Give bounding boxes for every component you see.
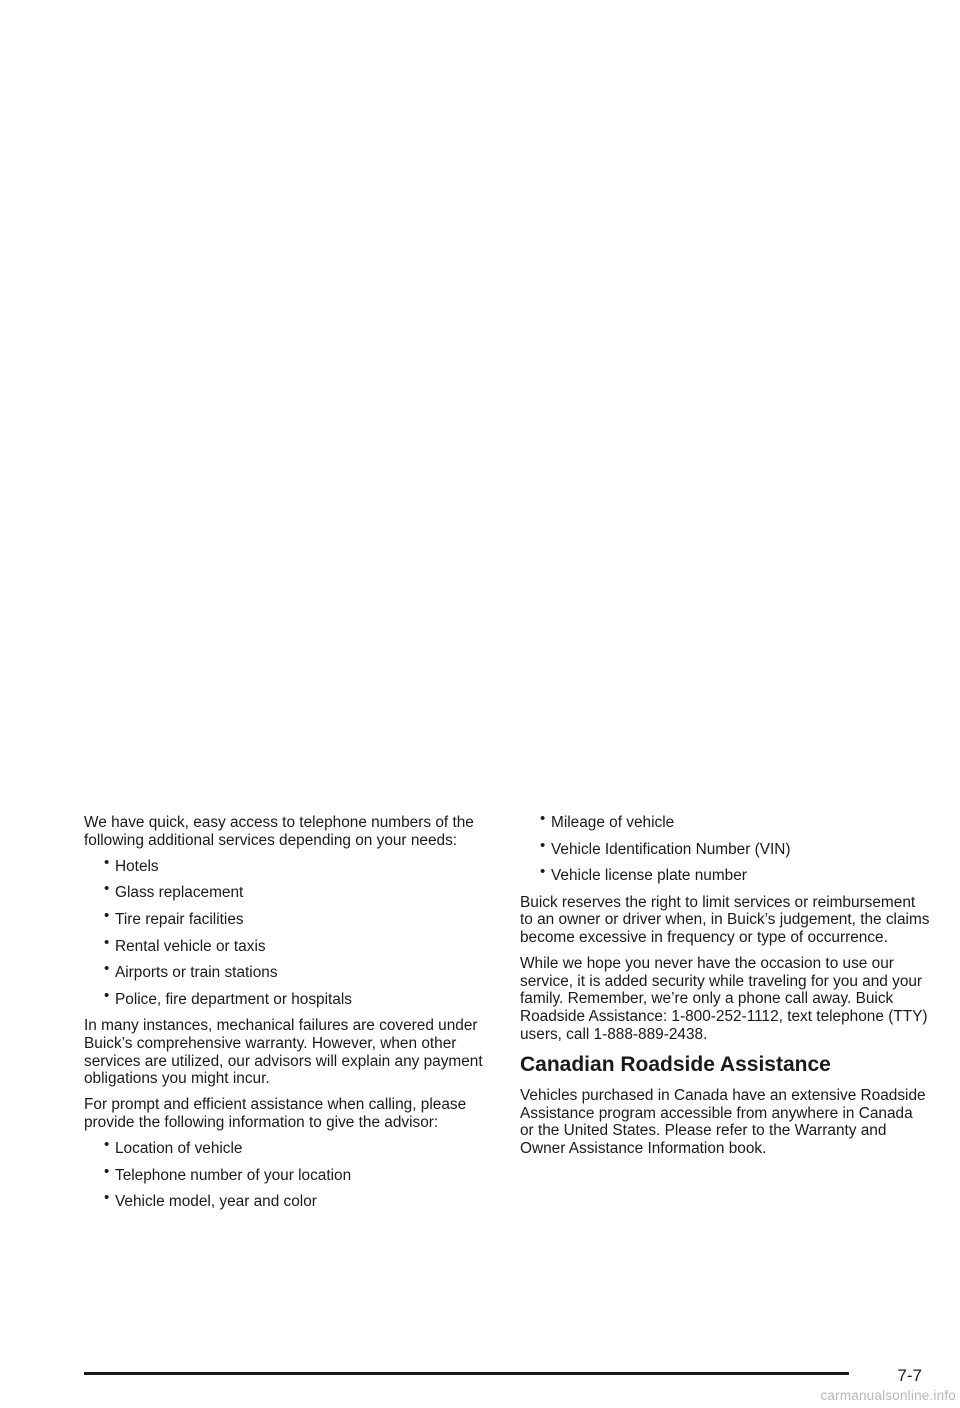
list-item: • Hotels	[104, 853, 159, 875]
reserves-paragraph: Buick reserves the right to limit services or reimbursement to an owner or driver when, in Buick’s judgement, the claims become excessive in frequency or type of occurrence.	[520, 893, 930, 946]
bullet-icon: •	[104, 906, 110, 924]
bullet-icon: •	[540, 863, 546, 881]
services-intro: We have quick, easy access to telephone numbers of the following additional services depending on your needs:	[84, 814, 474, 849]
bullet-icon: •	[104, 1136, 110, 1154]
bullet-icon: •	[104, 986, 110, 1004]
left-column	[84, 814, 494, 1220]
canada-paragraph: Vehicles purchased in Canada have an extensive Roadside Assistance program accessible from anywhere in Canada or the United States. Please refer to the Warranty and Owner Assistance Information book.	[520, 1087, 926, 1157]
list-item: • Glass replacement	[104, 880, 244, 902]
list-item: • Airports or train stations	[104, 960, 278, 982]
bullet-icon: •	[104, 853, 110, 871]
bullet-icon: •	[540, 836, 546, 854]
list-item: • Mileage of vehicle	[540, 810, 675, 831]
prompt-paragraph: For prompt and efficient assistance when calling, please provide the following information to give the advisor:	[84, 1096, 467, 1131]
bullet-icon: •	[104, 880, 110, 898]
services-list	[84, 853, 494, 1009]
list-item: • Vehicle license plate number	[540, 863, 747, 885]
list-item: • Location of vehicle	[104, 1136, 243, 1158]
section-heading: Canadian Roadside Assistance	[520, 1053, 831, 1077]
bullet-icon: •	[104, 933, 110, 951]
list-item: • Police, fire department or hospitals	[104, 986, 352, 1008]
advisor-info-list	[84, 1136, 494, 1211]
bullet-icon: •	[540, 810, 546, 827]
list-item: • Telephone number of your location	[104, 1162, 352, 1184]
list-item: • Tire repair facilities	[104, 906, 244, 928]
list-item: • Vehicle model, year and color	[104, 1189, 317, 1211]
watermark: carmanualsonline.info	[820, 1388, 956, 1403]
warranty-paragraph: In many instances, mechanical failures are covered under Buick’s comprehensive warranty. However, when other services are utilized, our advisors will explain any payment obligations you might incur.	[84, 1017, 483, 1088]
bullet-icon: •	[104, 1189, 110, 1207]
bullet-icon: •	[104, 960, 110, 978]
footer-rule	[84, 1372, 849, 1375]
right-column	[520, 810, 930, 1166]
list-item: • Vehicle Identification Number (VIN)	[540, 836, 791, 858]
assistance-paragraph: While we hope you never have the occasion to use our service, it is added security while traveling for you and your family. Remember, we’re only a phone call away. Buick Roadside Assistance: 1-800-252-1112, text telephone (TTY) users, call 1-888-889-2438.	[520, 955, 928, 1043]
advisor-info-list-continued	[520, 810, 930, 885]
page-number: 7-7	[897, 1366, 922, 1385]
list-item: • Rental vehicle or taxis	[104, 933, 266, 955]
bullet-icon: •	[104, 1162, 110, 1180]
